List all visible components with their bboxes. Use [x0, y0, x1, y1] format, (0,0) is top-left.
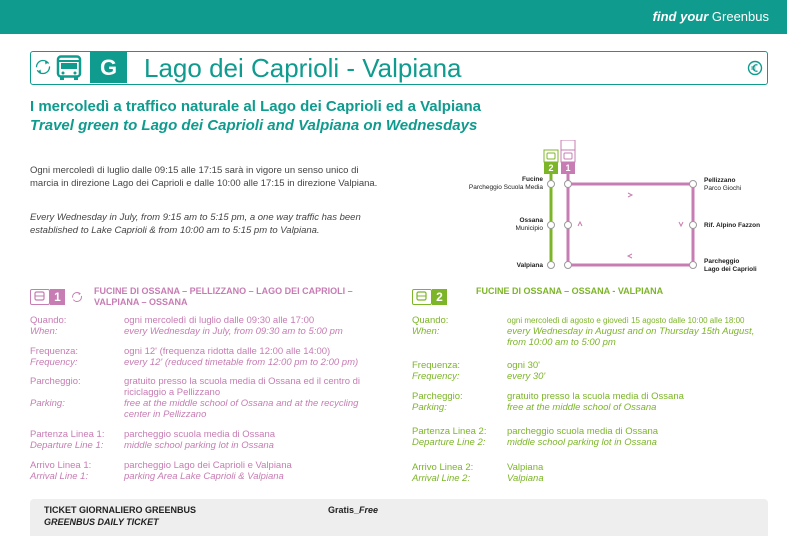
line-letter-badge: G — [90, 52, 127, 83]
ticket-price — [328, 505, 378, 515]
row-value: parcheggio scuola media di Ossana — [124, 429, 276, 440]
ticket-price-sep: _ — [354, 505, 360, 515]
row-key: Partenza Linea 1: — [30, 429, 105, 440]
row-key: Quando: — [412, 315, 449, 326]
stop-parcheggio-name: Parcheggio — [704, 258, 740, 265]
stop-pellizzano-name: Pellizzano — [704, 177, 736, 184]
row-key-en: Departure Line 2: — [412, 437, 486, 448]
brand — [653, 9, 769, 24]
line2-bus-icon — [412, 289, 432, 305]
stop-parcheggio-sub: Lago dei Caprioli — [704, 265, 757, 273]
row-value-en: middle school parking lot in Ossana — [124, 440, 274, 451]
row-key: Arrivo Linea 2: — [412, 462, 474, 473]
stop-valpiana — [517, 262, 543, 270]
bus-icon — [55, 55, 83, 81]
stop-pellizzano — [704, 177, 741, 192]
stop-fucine-name: Fucine — [522, 176, 543, 183]
arrow-left-icon — [628, 254, 632, 258]
refresh-icon — [35, 59, 51, 75]
euro-icon — [747, 60, 763, 76]
stops — [548, 181, 697, 269]
row-value: ogni 12' (frequenza ridotta dalle 12:00 alle 14:00) — [124, 346, 331, 357]
stop-parcheggio — [704, 258, 757, 273]
row-key-en: Parking: — [412, 402, 447, 413]
ticket-box — [30, 499, 768, 536]
stop-ossana-name: Ossana — [519, 217, 543, 224]
row-key: Frequenza: — [412, 360, 461, 371]
row-key: Parcheggio: — [412, 391, 463, 402]
row-value: parcheggio scuola media di Ossana — [507, 426, 659, 437]
row-value-en: middle school parking lot in Ossana — [507, 437, 657, 448]
line1-title: FUCINE DI OSSANA – PELLIZZANO – LAGO DEI CAPRIOLI – VALPIANA – OSSANA — [94, 286, 353, 307]
row-value: gratuito presso la scuola media di Ossana — [507, 391, 684, 402]
top-bar — [0, 0, 787, 34]
row-key: Arrivo Linea 1: — [30, 460, 92, 471]
ticket-price-en: Free — [359, 505, 379, 515]
row-key: Frequenza: — [30, 346, 79, 357]
brand-name: Greenbus — [711, 9, 769, 24]
stop-valpiana-name: Valpiana — [516, 262, 543, 269]
line1-loop-icon — [71, 291, 83, 303]
route-map — [440, 140, 780, 280]
intro-english: Every Wednesday in July, from 9:15 am to 5:15 pm, a one way traffic has been established to Lake Caprioli & from 10:00 am to 5:15 pm to Valpiana. — [30, 212, 361, 236]
ticket-label-en: GREENBUS DAILY TICKET — [44, 517, 159, 527]
stop-ossana — [516, 217, 543, 232]
row-value: Valpiana — [507, 462, 544, 473]
row-key: Partenza Linea 2: — [412, 426, 487, 437]
ticket-label-it: TICKET GIORNALIERO GREENBUS — [44, 505, 197, 515]
row-value-en: every Wednesday in July, from 09:30 am to 5:00 pm — [124, 326, 343, 337]
row-value: gratuito presso la scuola media di Ossana ed il centro di riciclaggio a Pellizzano — [124, 376, 361, 398]
heading-italian: I mercoledì a traffico naturale al Lago dei Caprioli ed a Valpiana — [30, 98, 481, 115]
row-key-en: Frequency: — [30, 357, 78, 368]
line2-badge — [412, 288, 447, 306]
map-line1-badge — [561, 140, 575, 174]
map-line2-number: 2 — [548, 163, 554, 173]
line2-number: 2 — [432, 289, 447, 305]
row-value-en: Valpiana — [507, 473, 544, 484]
ticket-price-it: Gratis — [328, 505, 355, 515]
map-line1-number: 1 — [565, 163, 571, 173]
stop-rif-name: Rif. Alpino Fazzon — [704, 222, 761, 229]
map-line2-badge — [544, 150, 558, 174]
stop-fucine — [469, 176, 543, 191]
row-value: parcheggio Lago dei Caprioli e Valpiana — [124, 460, 292, 471]
row-value: ogni mercoledì di agosto e giovedì 15 agosto dalle 10:00 alle 18:00 — [507, 316, 745, 325]
stop-ossana-sub: Municipio — [515, 224, 543, 232]
row-value: ogni 30' — [507, 360, 540, 371]
title-icons — [31, 52, 127, 83]
row-value-en: every Wednesday in August and on Thursday 15th August, from 10:00 am to 5:00 pm — [507, 326, 755, 348]
row-key-en: Departure Line 1: — [30, 440, 104, 451]
row-value: ogni mercoledì di luglio dalle 09:30 alle 17:00 — [124, 315, 315, 326]
row-key-en: Arrival Line 1: — [30, 471, 89, 482]
arrow-up-icon — [578, 222, 582, 226]
line1-bus-icon — [30, 289, 50, 305]
row-key: Quando: — [30, 315, 67, 326]
page-title: Lago dei Caprioli - Valpiana — [144, 53, 462, 83]
title-bar — [30, 51, 768, 85]
row-key-en: Parking: — [30, 398, 65, 409]
stop-fucine-sub: Parcheggio Scuola Media — [468, 183, 543, 191]
intro-italian: Ogni mercoledì di luglio dalle 09:15 alle 17:15 sarà in vigore un senso unico di marcia in direzione Lago dei Caprioli e dalle 10:00 alle 17:15 in direzione Valpiana. — [30, 165, 378, 189]
row-value-en: parking Area Lake Caprioli & Valpiana — [124, 471, 284, 482]
line2-title: FUCINE DI OSSANA – OSSANA - VALPIANA — [476, 286, 664, 296]
row-key-en: When: — [412, 326, 440, 337]
row-value-en: free at the middle school of Ossana and at the recycling center in Pellizzano — [124, 398, 359, 420]
stop-rif-fazzon — [704, 222, 760, 230]
row-key-en: Arrival Line 2: — [412, 473, 471, 484]
row-value-en: every 30' — [507, 371, 546, 382]
row-key-en: Frequency: — [412, 371, 460, 382]
brand-prefix: find your — [652, 9, 709, 24]
row-key: Parcheggio: — [30, 376, 81, 387]
arrow-right-icon — [628, 193, 632, 197]
line1-number: 1 — [50, 289, 65, 305]
arrow-down-icon — [679, 222, 683, 226]
row-key-en: When: — [30, 326, 58, 337]
line1-badge — [30, 288, 83, 306]
row-value-en: free at the middle school of Ossana — [507, 402, 657, 413]
stop-pellizzano-sub: Parco Giochi — [704, 184, 742, 192]
row-value-en: every 12' (reduced timetable from 12:00 pm to 2:00 pm) — [124, 357, 359, 368]
line1-route — [568, 174, 693, 265]
heading-english: Travel green to Lago dei Caprioli and Valpiana on Wednesdays — [30, 117, 478, 134]
